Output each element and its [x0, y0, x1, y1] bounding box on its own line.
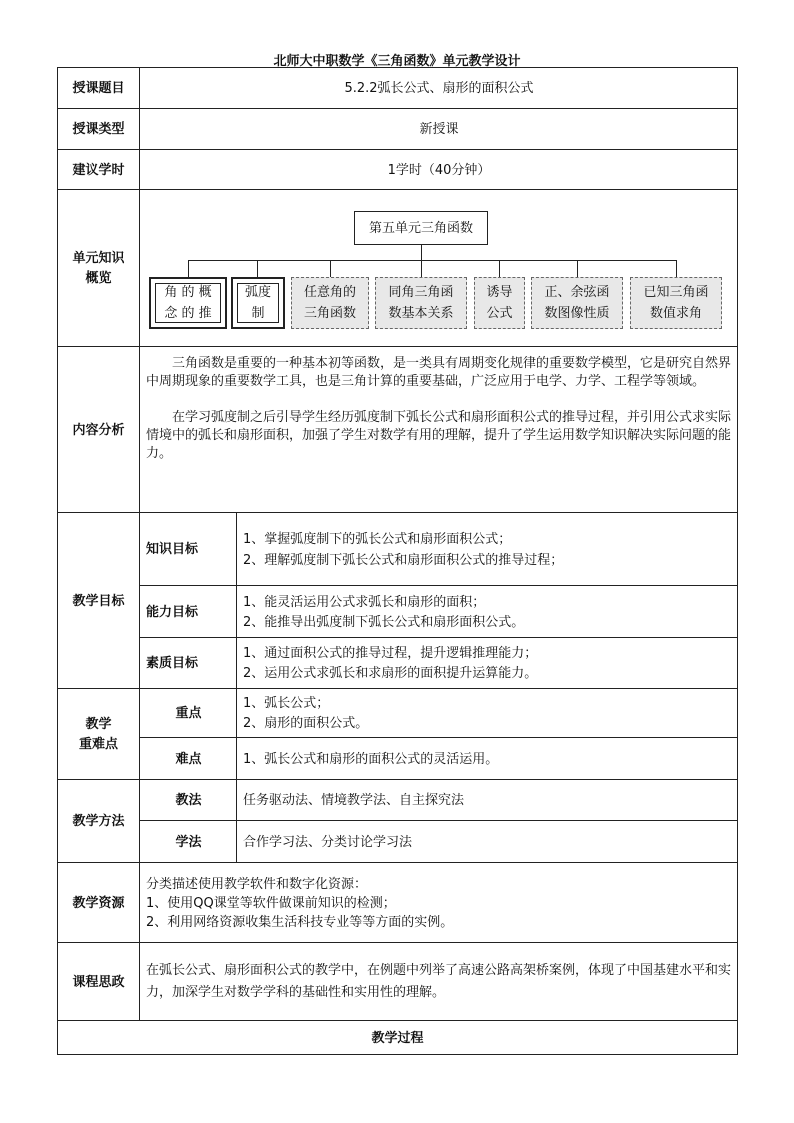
objective-knowledge-label: 知识目标 [146, 542, 199, 557]
objective-line: 2、能推导出弧度制下弧长公式和扇形面积公式。 [243, 614, 525, 630]
tree-node-line2: 制 [251, 306, 265, 321]
objective-line: 2、运用公式求弧长和求扇形的面积提升运算能力。 [243, 666, 538, 681]
key-point-text [237, 689, 738, 738]
tree-node-radian [231, 277, 285, 329]
keypoints-label [57, 689, 140, 780]
tree-node-line1: 角 的 概 [164, 285, 212, 300]
teaching-method-value: 任务驱动法、情境教学法、自主探究法 [243, 793, 465, 808]
tree-node-line1: 正、余弦函 [544, 285, 610, 300]
document-title: 北师大中职数学《三角函数》单元教学设计 [273, 54, 521, 69]
tree-node-line1: 任意角的 [303, 285, 356, 300]
tree-node-line2: 数值求角 [649, 306, 702, 321]
content-paragraph-1: 三角函数是重要的一种基本初等函数，是一类具有周期变化规律的重要数学模型，它是研究自然界中周期现象的重要数学工具，也是三角计算的重要基础，广泛应用于电学、力学、工程学等领域。 [146, 356, 732, 389]
tree-root-label: 第五单元三角函数 [368, 220, 473, 236]
type-label: 授课类型 [72, 122, 125, 137]
tree-node-find-angle [630, 277, 722, 329]
objective-line: 1、通过面积公式的推导过程，提升逻辑推理能力； [243, 646, 538, 661]
difficult-point-label: 难点 [175, 751, 202, 767]
tree-node-line1: 诱导 [486, 285, 513, 300]
objective-line: 1、掌握弧度制下的弧长公式和扇形面积公式； [243, 531, 512, 547]
keypoints-label-line2: 重难点 [78, 736, 118, 752]
topic-value: 5.2.2弧长公式、扇形的面积公式 [344, 81, 534, 96]
resources-line: 1、使用QQ课堂等软件做课前知识的检测； [146, 895, 396, 911]
type-value: 新授课 [419, 122, 459, 137]
keypoints-label-line1: 教学 [85, 716, 112, 732]
ideology-text [140, 943, 738, 1021]
resources-line: 分类描述使用教学软件和数字化资源： [146, 876, 368, 892]
tree-node-line1: 弧度 [244, 285, 271, 300]
methods-label: 教学方法 [72, 814, 125, 829]
content-paragraph-2: 在学习弧度制之后引导学生经历弧度制下弧长公式和扇形面积公式的推导过程，并引用公式求实际情境中的弧长和扇形面积，加强了学生对数学有用的理解，提升了学生运用数学知识解决实际问题的能力。 [146, 410, 732, 461]
overview-label [57, 190, 140, 347]
tree-connectors [188, 244, 677, 277]
tree-node-line2: 公式 [486, 306, 513, 321]
objective-line: 2、理解弧度制下弧长公式和扇形面积公式的推导过程； [243, 552, 564, 568]
content-body [140, 347, 738, 513]
resources-label: 教学资源 [72, 895, 125, 911]
tree-node-induction-formula [474, 277, 525, 329]
resources-line: 2、利用网络资源收集生活科技专业等等方面的实例。 [146, 914, 454, 930]
ideology-paragraph: 在弧长公式、扇形面积公式的教学中，在例题中列举了高速公路高架桥案例，体现了中国基建水平和实力，加深学生对数学学科的基础性和实用性的理解。 [146, 963, 732, 1000]
tree-node-trig-functions [291, 277, 369, 329]
tree-root-node [354, 211, 488, 245]
ideology-label: 课程思政 [72, 974, 125, 990]
hours-label: 建议学时 [72, 162, 125, 178]
key-point-line: 1、弧长公式； [243, 696, 330, 711]
difficult-point-text: 1、弧长公式和扇形的面积公式的灵活运用。 [243, 751, 499, 767]
tree-node-line2: 三角函数 [303, 306, 356, 321]
tree-node-line2: 数基本关系 [388, 306, 454, 321]
teaching-method-label: 教法 [175, 793, 202, 808]
hours-value: 1学时（40分钟） [387, 162, 491, 178]
objective-quality-text [237, 638, 738, 689]
content-label: 内容分析 [72, 422, 125, 438]
key-point-label: 重点 [175, 706, 202, 721]
tree-node-line1: 同角三角函 [388, 285, 454, 300]
resources-text [140, 863, 738, 943]
tree-node-line1: 已知三角函 [643, 285, 709, 300]
objective-ability-text [237, 586, 738, 638]
process-heading: 教学过程 [371, 1030, 424, 1046]
objective-knowledge-text [237, 513, 738, 586]
objective-line: 1、能灵活运用公式求弧长和扇形的面积； [243, 594, 486, 610]
tree-node-sine-cosine-graph [531, 277, 623, 329]
objectives-label: 教学目标 [72, 593, 125, 609]
tree-node-line2: 数图像性质 [544, 306, 610, 321]
objective-quality-label: 素质目标 [146, 656, 199, 671]
tree-node-same-angle-relation [375, 277, 467, 329]
topic-label: 授课题目 [72, 81, 125, 96]
overview-label-line1: 单元知识 [72, 250, 125, 266]
objective-ability-label: 能力目标 [146, 604, 199, 620]
overview-label-line2: 概览 [85, 270, 112, 286]
tree-node-angle-concept [149, 277, 227, 329]
learning-method-value: 合作学习法、分类讨论学习法 [243, 834, 413, 850]
learning-method-label: 学法 [175, 834, 202, 850]
tree-node-line2: 念 的 推 [164, 306, 212, 321]
key-point-line: 2、扇形的面积公式。 [243, 716, 369, 731]
